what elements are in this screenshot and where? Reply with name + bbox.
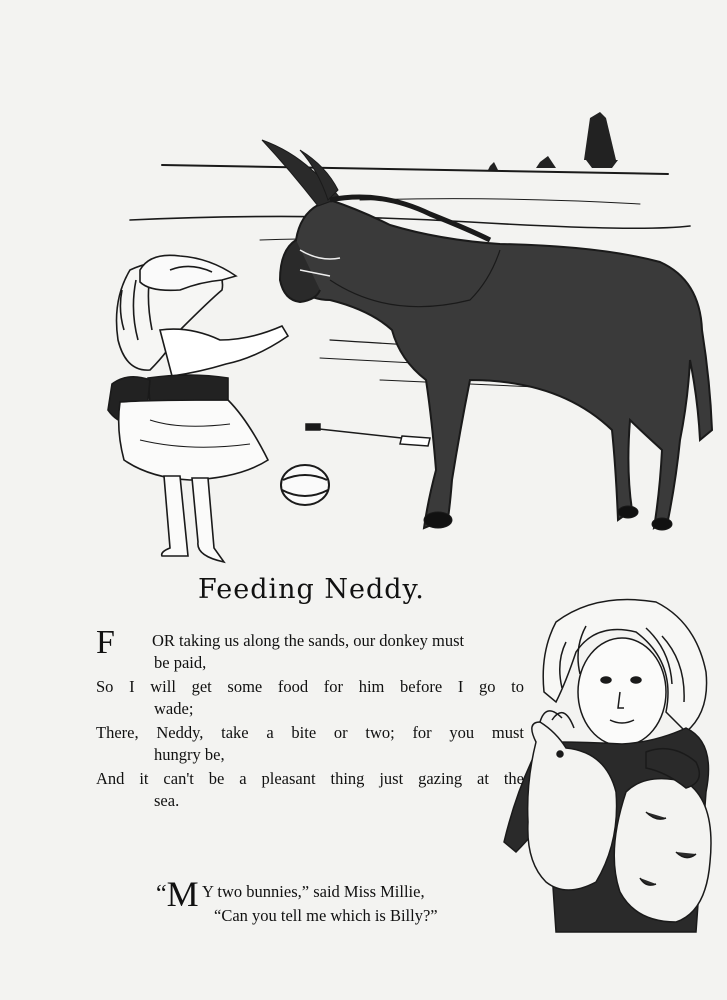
girl-figure (108, 255, 288, 562)
poem-line-1-text: OR taking us along the sands, our donkey must (152, 631, 465, 650)
page-title: Feeding Neddy. (198, 574, 425, 605)
caption-dropcap-letter: M (166, 874, 199, 914)
caption-line-2: “Can you tell me which is Billy?” (214, 906, 438, 925)
poem-line-2-text: So I will get some food for him before I go to (96, 677, 524, 696)
poem-line-2 (96, 676, 524, 720)
poem-line-1-cont: be paid, (154, 653, 207, 672)
poem-line-3-cont: hungry be, (154, 745, 225, 764)
bunnies-illustration (496, 592, 727, 952)
caption-line-1: Y two bunnies,” said Miss Millie, (202, 882, 425, 901)
spade-icon (306, 424, 430, 446)
poem-line-3-text: There, Neddy, take a bite or two; for you must (96, 723, 524, 742)
poem-line-1 (96, 624, 524, 674)
poem-line-4-cont: sea. (154, 791, 180, 810)
caption-open-quote: “ (156, 881, 167, 907)
poem-text (96, 624, 524, 814)
poem-line-4 (96, 768, 524, 812)
bucket-icon (281, 465, 329, 505)
poem-line-2-cont: wade; (154, 699, 194, 718)
poem-line-3 (96, 722, 524, 766)
caption-dropcap (156, 876, 199, 912)
sailboat-icon (488, 112, 618, 170)
drop-cap: F (96, 624, 115, 661)
poem-line-4-text: And it can't be a pleasant thing just gazing at the (96, 769, 524, 788)
